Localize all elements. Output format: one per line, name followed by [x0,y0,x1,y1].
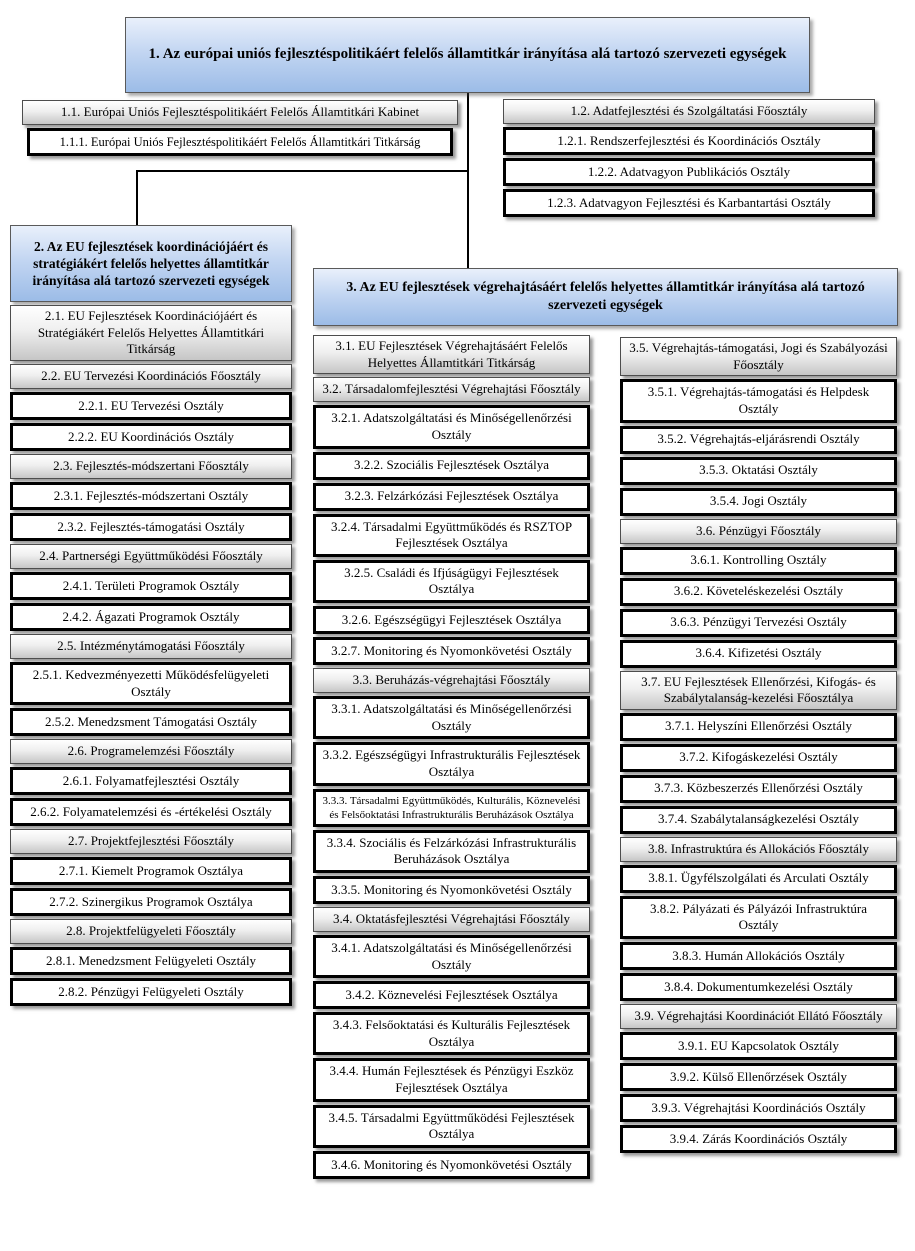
org-box-3.2.3: 3.2.3. Felzárkózási Fejlesztések Osztálya [313,483,590,511]
section-3-col1-boxes [313,335,590,1179]
org-box-2.6.2: 2.6.2. Folyamatelemzési és -értékelési Osztály [10,798,292,826]
org-box-3.4.6: 3.4.6. Monitoring és Nyomonkövetési Osztály [313,1151,590,1179]
org-box-1.2.3: 1.2.3. Adatvagyon Fejlesztési és Karbantartási Osztály [503,189,875,217]
org-box-3.9: 3.9. Végrehajtási Koordinációt Ellátó Főosztály [620,1004,897,1029]
org-box-3.5.1: 3.5.1. Végrehajtás-támogatási és Helpdesk Osztály [620,379,897,422]
org-box-1.1: 1.1. Európai Uniós Fejlesztéspolitikáért Felelős Államtitkári Kabinet [22,100,458,125]
org-box-2.8: 2.8. Projektfelügyeleti Főosztály [10,919,292,944]
section-1-2-children [503,127,875,217]
org-box-3.5.4: 3.5.4. Jogi Osztály [620,488,897,516]
org-box-3.8: 3.8. Infrastruktúra és Allokációs Főosztály [620,837,897,862]
org-box-3.8.2: 3.8.2. Pályázati és Pályázói Infrastruktúra Osztály [620,896,897,939]
section-2-title: 2. Az EU fejlesztések koordinációjáért és stratégiákért felelős helyettes államtitkár irányítása alá tartozó szervezeti egységek [10,225,292,302]
org-box-3.2.6: 3.2.6. Egészségügyi Fejlesztések Osztálya [313,606,590,634]
section-1-2-group [503,99,875,217]
org-box-3.2.5: 3.2.5. Családi és Ifjúságügyi Fejlesztések Osztálya [313,560,590,603]
org-box-3.7.1: 3.7.1. Helyszíni Ellenőrzési Osztály [620,713,897,741]
org-box-3.3.3: 3.3.3. Társadalmi Együttműködés, Kulturális, Köznevelési és Felsőoktatási Infrastrukturális Beruházások Osztálya [313,789,590,827]
connector-vertical-main [467,93,469,268]
org-box-3.1: 3.1. EU Fejlesztések Végrehajtásáért Felelős Helyettes Államtitkári Titkárság [313,335,590,374]
org-box-3.6.3: 3.6.3. Pénzügyi Tervezési Osztály [620,609,897,637]
org-box-2.1: 2.1. EU Fejlesztések Koordinációjáért és Stratégiákért Felelős Helyettes Államtitkári Titkárság [10,305,292,361]
org-box-1.2.2: 1.2.2. Adatvagyon Publikációs Osztály [503,158,875,186]
org-box-3.3.2: 3.3.2. Egészségügyi Infrastrukturális Fejlesztések Osztálya [313,742,590,785]
org-box-2.3.2: 2.3.2. Fejlesztés-támogatási Osztály [10,513,292,541]
org-box-3.4.5: 3.4.5. Társadalmi Együttműködési Fejlesztések Osztálya [313,1105,590,1148]
org-box-3.8.1: 3.8.1. Ügyfélszolgálati és Arculati Osztály [620,865,897,893]
org-box-3.6: 3.6. Pénzügyi Főosztály [620,519,897,544]
section-3-title: 3. Az EU fejlesztések végrehajtásáért felelős helyettes államtitkár irányítása alá tartozó szervezeti egységek [313,268,898,326]
section-2-column [10,225,292,1006]
org-box-3.9.3: 3.9.3. Végrehajtási Koordinációs Osztály [620,1094,897,1122]
org-box-3.3.5: 3.3.5. Monitoring és Nyomonkövetési Osztály [313,876,590,904]
section-2-boxes [10,305,292,1006]
org-box-2.6.1: 2.6.1. Folyamatfejlesztési Osztály [10,767,292,795]
org-box-3.3: 3.3. Beruházás-végrehajtási Főosztály [313,668,590,693]
org-box-2.8.1: 2.8.1. Menedzsment Felügyeleti Osztály [10,947,292,975]
org-box-3.4.2: 3.4.2. Köznevelési Fejlesztések Osztálya [313,981,590,1009]
org-box-3.7.3: 3.7.3. Közbeszerzés Ellenőrzési Osztály [620,775,897,803]
org-box-3.6.4: 3.6.4. Kifizetési Osztály [620,640,897,668]
org-box-2.5.2: 2.5.2. Menedzsment Támogatási Osztály [10,708,292,736]
connector-vertical-left [136,170,138,226]
org-box-2.3: 2.3. Fejlesztés-módszertani Főosztály [10,454,292,479]
org-box-3.4.3: 3.4.3. Felsőoktatási és Kulturális Fejlesztések Osztálya [313,1012,590,1055]
org-box-2.4.1: 2.4.1. Területi Programok Osztály [10,572,292,600]
org-box-3.9.1: 3.9.1. EU Kapcsolatok Osztály [620,1032,897,1060]
org-box-3.3.1: 3.3.1. Adatszolgáltatási és Minőségellenőrzési Osztály [313,696,590,739]
org-box-3.7.4: 3.7.4. Szabálytalanságkezelési Osztály [620,806,897,834]
org-box-2.5.1: 2.5.1. Kedvezményezetti Működésfelügyeleti Osztály [10,662,292,705]
section-3-column-1 [313,335,590,1179]
org-box-2.4.2: 2.4.2. Ágazati Programok Osztály [10,603,292,631]
org-box-3.4: 3.4. Oktatásfejlesztési Végrehajtási Főosztály [313,907,590,932]
org-box-2.5: 2.5. Intézménytámogatási Főosztály [10,634,292,659]
org-box-3.2.7: 3.2.7. Monitoring és Nyomonkövetési Osztály [313,637,590,665]
org-box-3.4.4: 3.4.4. Humán Fejlesztések és Pénzügyi Eszköz Fejlesztések Osztálya [313,1058,590,1101]
org-box-3.2.1: 3.2.1. Adatszolgáltatási és Minőségellenőrzési Osztály [313,405,590,448]
org-box-2.7.2: 2.7.2. Szinergikus Programok Osztálya [10,888,292,916]
org-box-3.2: 3.2. Társadalomfejlesztési Végrehajtási Főosztály [313,377,590,402]
org-box-3.8.4: 3.8.4. Dokumentumkezelési Osztály [620,973,897,1001]
org-box-2.7: 2.7. Projektfejlesztési Főosztály [10,829,292,854]
org-box-1.2.1: 1.2.1. Rendszerfejlesztési és Koordinációs Osztály [503,127,875,155]
org-box-3.9.2: 3.9.2. Külső Ellenőrzések Osztály [620,1063,897,1091]
org-box-3.3.4: 3.3.4. Szociális és Felzárkózási Infrastrukturális Beruházások Osztálya [313,830,590,873]
org-box-2.8.2: 2.8.2. Pénzügyi Felügyeleti Osztály [10,978,292,1006]
org-box-2.2.1: 2.2.1. EU Tervezési Osztály [10,392,292,420]
org-box-3.9.4: 3.9.4. Zárás Koordinációs Osztály [620,1125,897,1153]
org-box-3.2.4: 3.2.4. Társadalmi Együttműködés és RSZTOP Fejlesztések Osztálya [313,514,590,557]
section-3-column-2 [620,337,897,1153]
org-box-3.6.1: 3.6.1. Kontrolling Osztály [620,547,897,575]
org-box-1.1.1: 1.1.1. Európai Uniós Fejlesztéspolitikáért Felelős Államtitkári Titkárság [27,128,453,156]
org-box-2.3.1: 2.3.1. Fejlesztés-módszertani Osztály [10,482,292,510]
org-box-2.6: 2.6. Programelemzési Főosztály [10,739,292,764]
section-1-title: 1. Az európai uniós fejlesztéspolitikáért felelős államtitkár irányítása alá tartozó szervezeti egységek [125,17,810,93]
org-box-3.5.2: 3.5.2. Végrehajtás-eljárásrendi Osztály [620,426,897,454]
connector-horizontal [136,170,469,172]
section-3-col2-boxes [620,337,897,1153]
org-box-3.4.1: 3.4.1. Adatszolgáltatási és Minőségellenőrzési Osztály [313,935,590,978]
org-box-1.2: 1.2. Adatfejlesztési és Szolgáltatási Főosztály [503,99,875,124]
org-box-2.2.2: 2.2.2. EU Koordinációs Osztály [10,423,292,451]
org-box-3.7: 3.7. EU Fejlesztések Ellenőrzési, Kifogás- és Szabálytalanság-kezelési Főosztálya [620,671,897,710]
org-box-3.6.2: 3.6.2. Követeléskezelési Osztály [620,578,897,606]
org-box-3.2.2: 3.2.2. Szociális Fejlesztések Osztálya [313,452,590,480]
org-box-2.2: 2.2. EU Tervezési Koordinációs Főosztály [10,364,292,389]
org-box-2.4: 2.4. Partnerségi Együttműködési Főosztály [10,544,292,569]
org-box-3.5.3: 3.5.3. Oktatási Osztály [620,457,897,485]
org-box-3.5: 3.5. Végrehajtás-támogatási, Jogi és Szabályozási Főosztály [620,337,897,376]
org-box-3.7.2: 3.7.2. Kifogáskezelési Osztály [620,744,897,772]
org-box-2.7.1: 2.7.1. Kiemelt Programok Osztálya [10,857,292,885]
org-box-3.8.3: 3.8.3. Humán Allokációs Osztály [620,942,897,970]
